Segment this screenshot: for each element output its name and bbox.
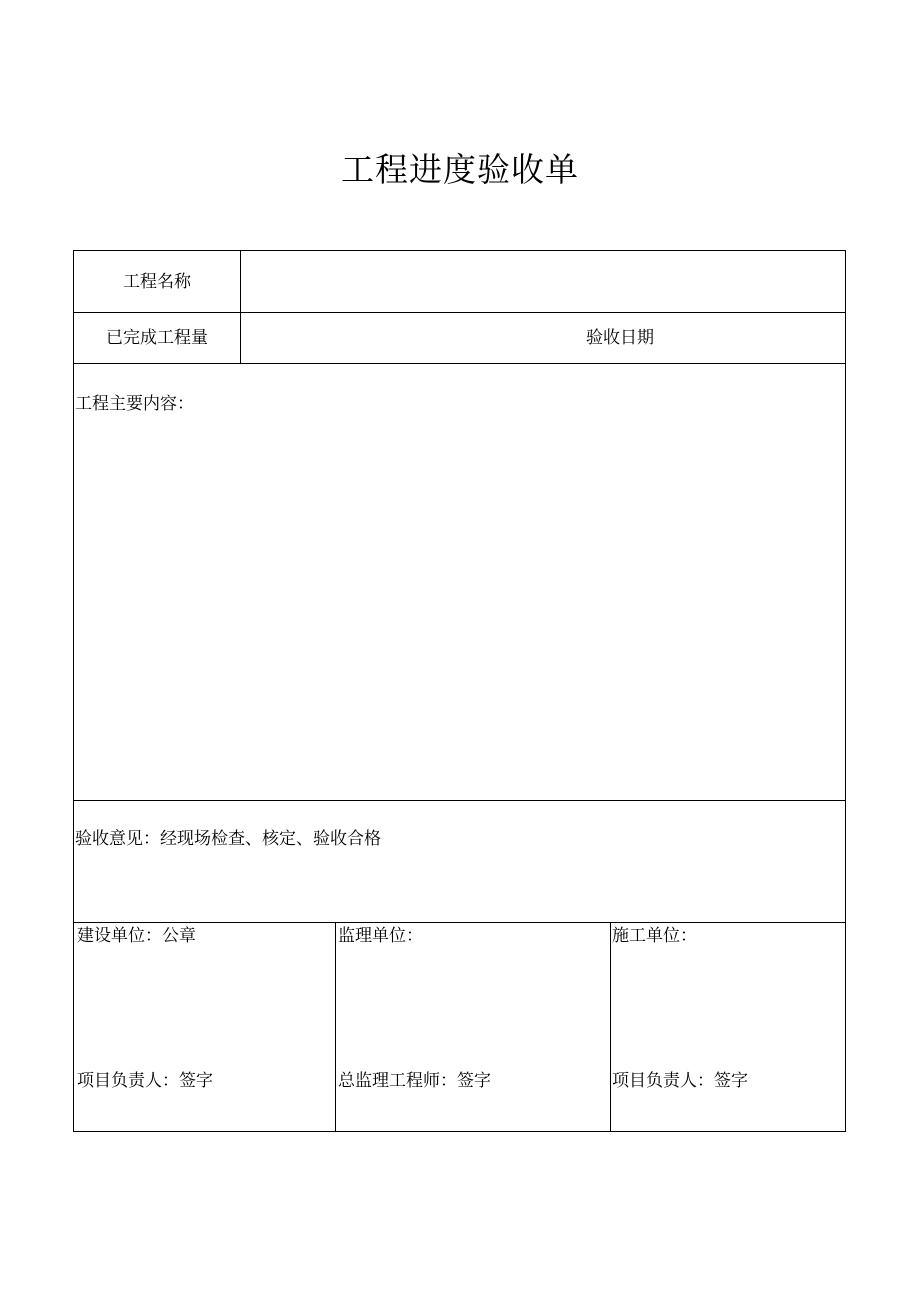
row-divider-3	[74, 800, 845, 801]
signature-divider-2	[610, 922, 611, 1132]
row-divider-2	[74, 363, 845, 364]
acceptance-form-table	[73, 250, 846, 1132]
contractor-unit-label: 施工单位：	[612, 926, 697, 946]
supervisor-unit-label: 监理单位：	[338, 926, 423, 946]
supervisor-person-label: 总监理工程师：签字	[338, 1071, 491, 1091]
acceptance-opinion: 验收意见：经现场检查、核定、验收合格	[75, 829, 381, 849]
completed-quantity-label: 已完成工程量	[106, 328, 208, 348]
row-divider-4	[74, 922, 845, 923]
contractor-person-label: 项目负责人：签字	[612, 1071, 748, 1091]
acceptance-date-label: 验收日期	[586, 328, 654, 348]
document-title: 工程进度验收单	[341, 150, 579, 189]
signature-divider-1	[335, 922, 336, 1132]
project-name-label: 工程名称	[123, 272, 191, 292]
owner-person-label: 项目负责人：签字	[77, 1071, 213, 1091]
owner-unit-label: 建设单位：公章	[77, 926, 196, 946]
row-divider-1	[74, 312, 845, 313]
main-content-label: 工程主要内容：	[75, 394, 194, 414]
label-column-divider	[240, 251, 241, 363]
